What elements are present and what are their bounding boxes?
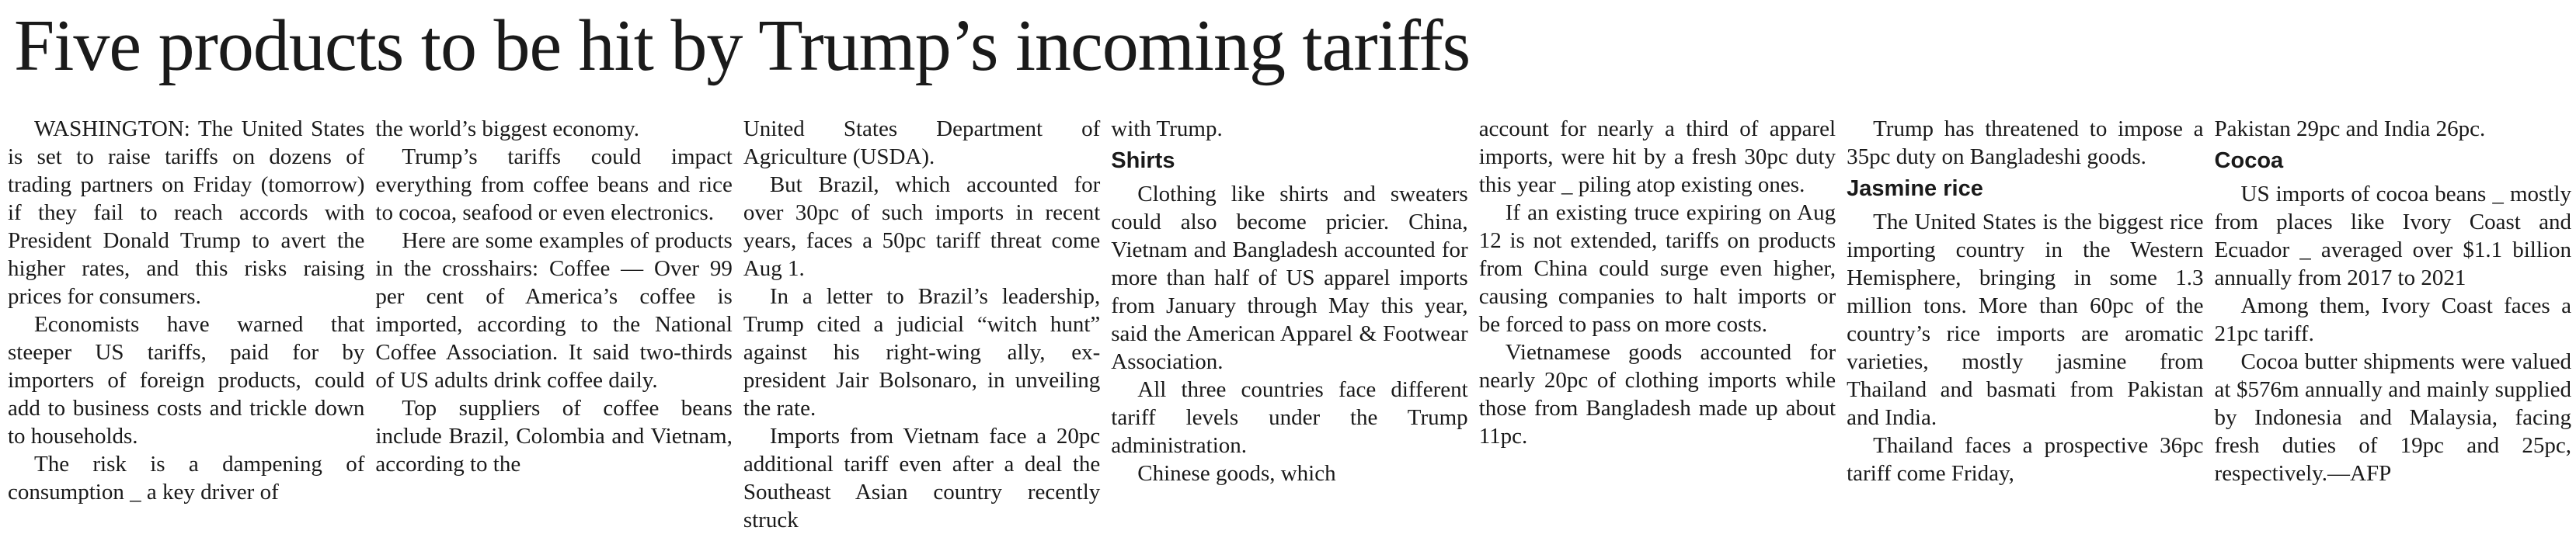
paragraph: WASHINGTON: The United States is set to raise tariffs on dozens of trading partners on Friday (tomorrow) if they fail to reach accords with President Donald Trump to avert the higher rates, and this risks raising prices for consumers. xyxy=(8,116,365,309)
paragraph: United States Department of Agriculture (USDA). xyxy=(743,116,1101,169)
paragraph: Here are some examples of products in the crosshairs: Coffee — Over 99 per cent of America’s coffee is imported, according to the National Coffee Association. It said two-thirds of US adults drink coffee daily. xyxy=(375,228,733,393)
paragraph: Vietnamese goods accounted for nearly 20pc of clothing imports while those from Bangladesh made up about 11pc. xyxy=(1478,340,1836,449)
paragraph: the world’s biggest economy. xyxy=(375,116,640,141)
section-heading: Jasmine rice xyxy=(1847,176,1983,201)
paragraph: But Brazil, which accounted for over 30pc of such imports in recent years, faces a 50pc tariff threat come Aug 1. xyxy=(743,172,1101,281)
paragraph: The risk is a dampening of consumption _ a key driver of xyxy=(8,452,365,505)
article-column-4 xyxy=(1111,115,1467,518)
paragraph: All three countries face different tariff levels under the Trump administration. xyxy=(1111,377,1468,458)
paragraph: account for nearly a third of apparel imports, were hit by a fresh 30pc duty this year _ piling atop existing ones. xyxy=(1478,116,1836,197)
paragraph: If an existing truce expiring on Aug 12 is not extended, tariffs on products from China could surge even higher, causing companies to halt imports or be forced to pass on more costs. xyxy=(1478,200,1836,337)
paragraph: Imports from Vietnam face a 20pc additional tariff even after a deal the Southeast Asian country recently struck xyxy=(743,424,1101,532)
paragraph: Among them, Ivory Coast faces a 21pc tariff. xyxy=(2214,293,2571,346)
paragraph: Economists have warned that steeper US tariffs, paid for by importers of foreign products, could add to business costs and trickle down to households. xyxy=(8,312,365,449)
article-column-1 xyxy=(8,115,364,518)
article-column-6 xyxy=(1847,115,2203,518)
paragraph: Clothing like shirts and sweaters could also become pricier. China, Vietnam and Bangladesh accounted for more than half of US apparel imports from January through May this year, said the American Apparel & Footwear Association. xyxy=(1111,182,1468,374)
section-heading: Shirts xyxy=(1111,148,1175,173)
paragraph: Thailand faces a prospective 36pc tariff come Friday, xyxy=(1847,433,2204,486)
paragraph: US imports of cocoa beans _ mostly from places like Ivory Coast and Ecuador _ averaged over $1.1 billion annually from 2017 to 2021 xyxy=(2214,182,2571,290)
paragraph: Trump has threatened to impose a 35pc duty on Bangladeshi goods. xyxy=(1847,116,2204,169)
paragraph: In a letter to Brazil’s leadership, Trump cited a judicial “witch hunt” against his right-wing ally, ex-president Jair Bolsonaro, in unveiling the rate. xyxy=(743,284,1101,421)
paragraph: with Trump. xyxy=(1111,116,1223,141)
paragraph: Trump’s tariffs could impact everything from coffee beans and rice to cocoa, seafood or even electronics. xyxy=(375,144,733,225)
section-heading: Cocoa xyxy=(2214,148,2284,173)
article-column-7 xyxy=(2215,115,2571,518)
article-column-5 xyxy=(1479,115,1836,518)
paragraph: The United States is the biggest rice importing country in the Western Hemisphere, bringing in some 1.3 million tons. More than 60pc of the country’s rice imports are aromatic varieties, mostly jasmine from Thailand and basmati from Pakistan and India. xyxy=(1847,210,2204,430)
paragraph: Pakistan 29pc and India 26pc. xyxy=(2214,116,2486,141)
article-column-3 xyxy=(743,115,1101,532)
headline: Five products to be hit by Trump’s incoming tariffs xyxy=(14,5,1471,86)
paragraph: Cocoa butter shipments were valued at $576m annually and mainly supplied by Indonesia and Malaysia, facing fresh duties of 19pc and 25pc, respectively.—AFP xyxy=(2214,349,2571,486)
paragraph: Chinese goods, which xyxy=(1137,461,1336,486)
article-column-2 xyxy=(375,115,732,518)
paragraph: Top suppliers of coffee beans include Brazil, Colombia and Vietnam, according to the xyxy=(375,396,733,477)
article-columns xyxy=(8,115,2571,532)
